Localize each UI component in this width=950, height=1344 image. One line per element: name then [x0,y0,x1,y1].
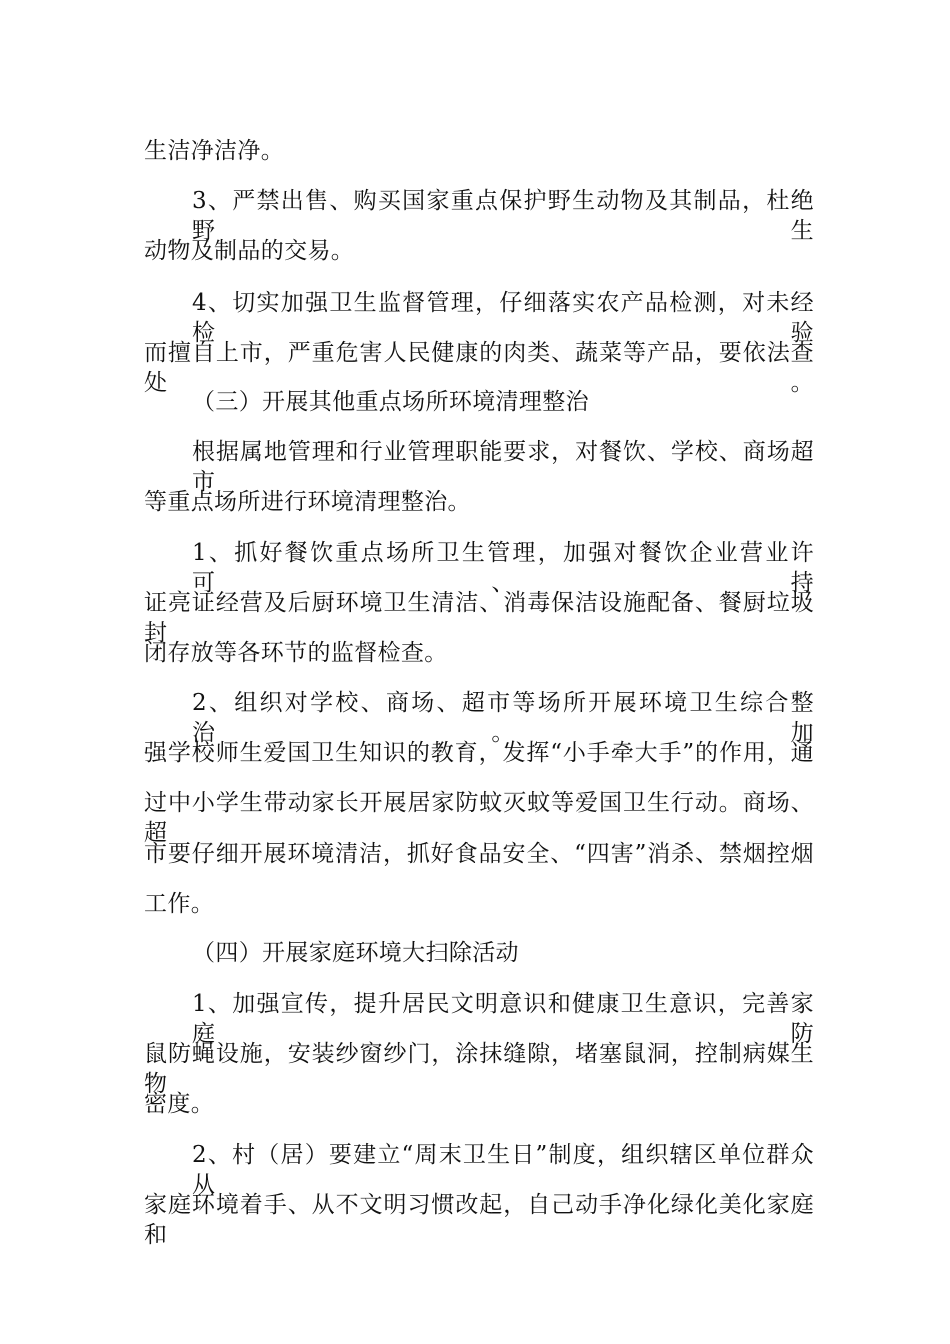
text-line: 2、村（居）要建立“周末卫生日”制度，组织辖区单位群众从 [192,1142,814,1198]
text-line: 鼠防蝇设施，安装纱窗纱门，涂抹缝隙，堵塞鼠洞，控制病媒生物 [144,1041,814,1097]
text-line: 1、抓好餐饮重点场所卫生管理，加强对餐饮企业营业许可、持 [192,540,814,596]
text-line: 证亮证经营及后厨环境卫生清洁、消毒保洁设施配备、餐厨垃圾封 [144,590,814,646]
text-line: 3、严禁出售、购买国家重点保护野生动物及其制品，杜绝野生 [192,188,814,244]
text-line: 闭存放等各环节的监督检查。 [144,640,448,666]
text-line: 生洁净洁净。 [144,138,285,164]
text-line: 2、组织对学校、商场、超市等场所开展环境卫生综合整治。加 [192,690,814,746]
section-heading: （三）开展其他重点场所环境清理整治 [192,389,589,415]
text-line: 家庭环境着手、从不文明习惯改起，自己动手净化绿化美化家庭和 [144,1192,814,1248]
text-line: 市要仔细开展环境清洁，抓好食品安全、“四害”消杀、禁烟控烟 [144,841,814,867]
text-line: 过中小学生带动家长开展居家防蚊灭蚊等爱国卫生行动。商场、超 [144,790,814,846]
text-line: 等重点场所进行环境清理整治。 [144,489,471,515]
text-line: 工作。 [144,891,215,917]
text-line: 强学校师生爱国卫生知识的教育，发挥“小手牵大手”的作用，通 [144,740,814,766]
text-line: 根据属地管理和行业管理职能要求，对餐饮、学校、商场超市 [192,439,814,495]
text-line: 1、加强宣传，提升居民文明意识和健康卫生意识，完善家庭防 [192,991,814,1047]
section-heading: （四）开展家庭环境大扫除活动 [192,940,519,966]
text-line: 密度。 [144,1091,215,1117]
text-line: 而擅自上市，严重危害人民健康的肉类、蔬菜等产品，要依法查处。 [144,340,814,396]
text-line: 动物及制品的交易。 [144,238,355,264]
text-line: 4、切实加强卫生监督管理，仔细落实农产品检测，对未经检验 [192,290,814,346]
